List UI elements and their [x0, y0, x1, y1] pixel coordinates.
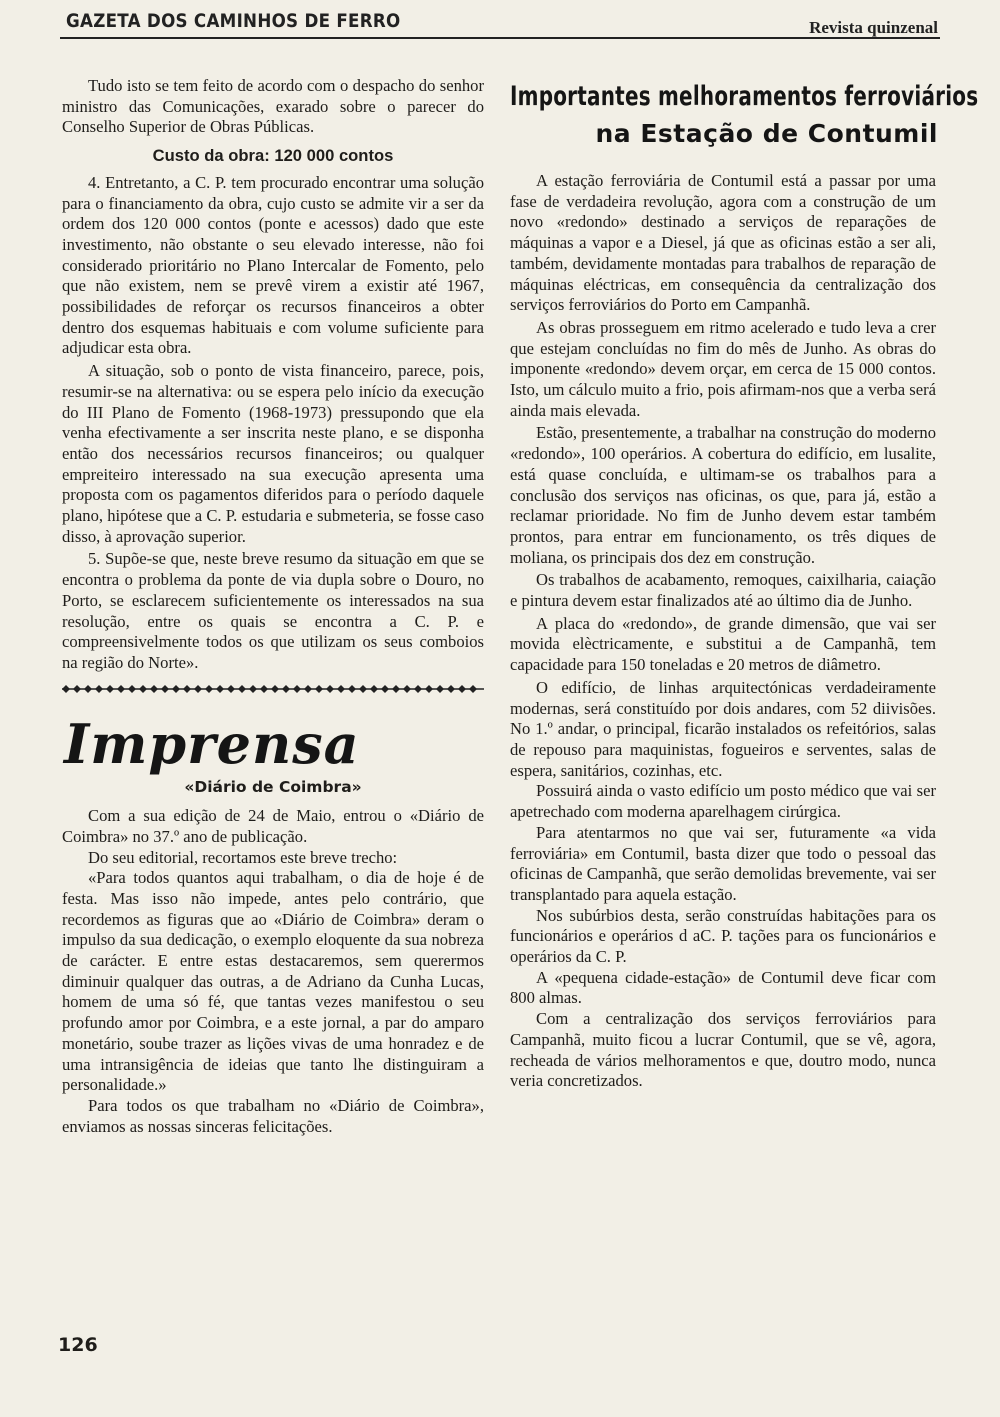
headline-line-2: na Estação de Contumil: [595, 119, 938, 148]
divider-diamond: [414, 685, 422, 693]
divider-diamond: [392, 685, 400, 693]
divider-diamond: [205, 685, 213, 693]
divider-diamond: [128, 685, 136, 693]
divider-diamond: [216, 685, 224, 693]
paragraph: Do seu editorial, recortamos este breve trecho:: [88, 847, 398, 867]
section-title-imprensa: Imprensa: [64, 712, 360, 777]
divider-diamond: [106, 685, 114, 693]
divider-diamond: [172, 685, 180, 693]
paragraph: Com a sua edição de 24 de Maio, entrou o «Diário de Coimbra» no 37.º ano de publicação.: [62, 806, 484, 846]
divider-diamond: [62, 685, 70, 693]
divider-diamond: [194, 685, 202, 693]
right-column: [510, 171, 936, 1092]
divider-diamond: [337, 685, 345, 693]
page-number: 126: [58, 1334, 98, 1356]
publication-title: GAZETA DOS CAMINHOS DE FERRO: [66, 10, 401, 32]
divider-diamond: [227, 685, 235, 693]
left-column: [62, 76, 484, 1137]
paragraph: Para atentarmos no que vai ser, futuramente «a vida ferroviária» em Contumil, basta dizer que todo o pessoal das oficinas de Campanhã, que serão demolidas brevemente, vai ser transplantado para aquela estação.: [510, 822, 936, 904]
divider-diamond: [271, 685, 279, 693]
article-headline: [510, 81, 979, 148]
divider-diamond: [183, 685, 191, 693]
divider-diamond: [150, 685, 158, 693]
divider-diamond: [425, 685, 433, 693]
paragraph: «Para todos quantos aqui trabalham, o dia de hoje é de festa. Mas isso não impede, antes pelo contrário, que recordemos as figuras que ao «Diário de Coimbra» deram o impulso da sua dedicação, o exemplo eloquente da sua nobreza de carácter. E entre estas destacaremos, sem querermos diminuir qualquer das outras, a de Adriano da Cunha Lucas, homem de uma só fé, que tantas vezes manifestou o seu profundo amor por Coimbra, e a este jornal, a par do amparo monetário, soube trazer as lições vivas de uma honradez e de uma intransigência de ideias que tanto lhe distinguiram a personalidade.»: [62, 868, 484, 1095]
cost-subheading: Custo da obra: 120 000 contos: [152, 146, 394, 166]
divider-diamond: [436, 685, 444, 693]
paragraph: Estão, presentemente, a trabalhar na construção do moderno «redondo», 100 operários. A cobertura do edifício, em lusalite, está quase concluída, e ultimam-se os trabalhos para a conclusão dos serviços nas oficinas, os que, para já, estão a reclamar prioridade. No fim de Junho devem estar também prontos, para entrar em funcionamento, os três diques de moliana, os principais dos dez em construção.: [510, 423, 936, 567]
paragraph: 5. Supõe-se que, neste breve resumo da situação em que se encontra o problema da ponte de via dupla sobre o Douro, no Porto, se esclarecem suficientemente os interessados na sua resolução, entre os quais se encontra a C. P. e compreensivelmente todos os que utilizam os seus comboios na região do Norte».: [62, 549, 484, 672]
divider-diamond: [348, 685, 356, 693]
divider-diamond: [359, 685, 367, 693]
divider-diamond: [260, 685, 268, 693]
paragraph: Os trabalhos de acabamento, remoques, caixilharia, caiação e pintura devem estar finalizados até ao último dia de Junho.: [510, 570, 936, 611]
divider-diamond: [458, 685, 466, 693]
paragraph: Tudo isto se tem feito de acordo com o despacho do senhor ministro das Comunicações, exarado sobre o parecer do Conselho Superior de Obras Públicas.: [62, 76, 484, 137]
divider-diamond: [447, 685, 455, 693]
divider-diamond: [469, 685, 477, 693]
paragraph: 4. Entretanto, a C. P. tem procurado encontrar uma solução para o financiamento da obra, cujo custo se admite vir a ser da ordem dos 120 000 contos (ponte e acessos) dado que este investimento, não obstante o seu elevado interesse, não foi considerado prioritário no Plano Intercalar de Fomento, pelo que não existem, nem se prevê virem a existir até 1967, possibilidades de reforçar os recursos financeiros a obter dentro dos esquemas habituais e com volume suficiente para adjudicar esta obra.: [62, 172, 484, 358]
divider-diamond: [84, 685, 92, 693]
divider-diamond: [249, 685, 257, 693]
paragraph: Possuirá ainda o vasto edifício um posto médico que vai ser apetrechado com moderna aparelhagem cirúrgica.: [510, 781, 936, 822]
divider-diamond: [282, 685, 290, 693]
divider-diamond: [326, 685, 334, 693]
divider-diamond: [293, 685, 301, 693]
divider-diamond: [117, 685, 125, 693]
header-rule: [60, 37, 940, 39]
headline-line-1: Importantes melhoramentos ferroviários: [510, 81, 979, 112]
divider-diamond: [238, 685, 246, 693]
paragraph: O edifício, de linhas arquitectónicas verdadeiramente modernas, será constituído por dois andares, com 52 diivisões. No 1.º andar, o principal, ficarão instalados os refeitórios, salas de repouso para maquinistas, fogueiros e serventes, salas de espera, sanitários, cozinhas, etc.: [510, 677, 936, 780]
divider-diamond: [95, 685, 103, 693]
divider-diamond: [161, 685, 169, 693]
paragraph: Nos subúrbios desta, serão construídas habitações para os funcionários e operários d aC. P. tações para os funcionários e operários da C. P.: [510, 905, 936, 967]
paragraph: As obras prosseguem em ritmo acelerado e tudo leva a crer que estejam concluídas no fim do mês de Junho. As obras do imponente «redondo» devem orçar, em cerca de 15 000 contos. Isto, um cálculo muito a frio, pois afirmam-nos que a verba será ainda mais elevada.: [510, 317, 936, 420]
paragraph: A placa do «redondo», de grande dimensão, que vai ser movida elèctricamente, e substitui a de Campanhã, tem capacidade para 150 toneladas e 20 metros de diâmetro.: [510, 613, 936, 675]
divider-diamond: [73, 685, 81, 693]
paragraph: Com a centralização dos serviços ferroviários para Campanhã, muito ficou a lucrar Contumil, que se vê, agora, recheada de vários melhoramentos e que, doutro modo, nunca veria concretizados.: [510, 1009, 936, 1091]
divider-diamond: [403, 685, 411, 693]
publication-frequency: Revista quinzenal: [809, 18, 938, 37]
paragraph: Para todos os que trabalham no «Diário de Coimbra», enviamos as nossas sinceras felicitações.: [62, 1095, 484, 1136]
newspaper-subtitle: «Diário de Coimbra»: [184, 778, 362, 797]
paragraph: A «pequena cidade-estação» de Contumil deve ficar com 800 almas.: [510, 967, 936, 1008]
divider-diamond: [381, 685, 389, 693]
divider-diamond: [139, 685, 147, 693]
divider-diamond: [304, 685, 312, 693]
divider-diamond: [315, 685, 323, 693]
decorative-divider: [62, 684, 484, 694]
paragraph: A situação, sob o ponto de vista financeiro, parece, pois, resumir-se na alternativa: ou se espera pelo início da execução do III Plano de Fomento (1968-1973) pressupondo que ela venha efectivamente a ser inscrita neste plano, e se disponha então dos necessários recursos financeiros; ou qualquer empreiteiro interessado na sua execução apresenta uma proposta com os pagamentos diferidos para o período daquele plano, hipótese que a C. P. estudaria e submeteria, se fosse caso disso, à aprovação superior.: [62, 361, 484, 546]
paragraph: A estação ferroviária de Contumil está a passar por uma fase de verdadeira revolução, agora com a construção de um novo «redondo» destinado a serviços de reparações de máquinas a vapor e a Diesel, já que as oficinas estão a ser ali, também, devidamente montadas para trabalhos de reparação de máquinas eléctricas, em consequência da centralização dos serviços ferroviários do Porto em Campanhã.: [510, 171, 936, 315]
divider-diamond: [370, 685, 378, 693]
